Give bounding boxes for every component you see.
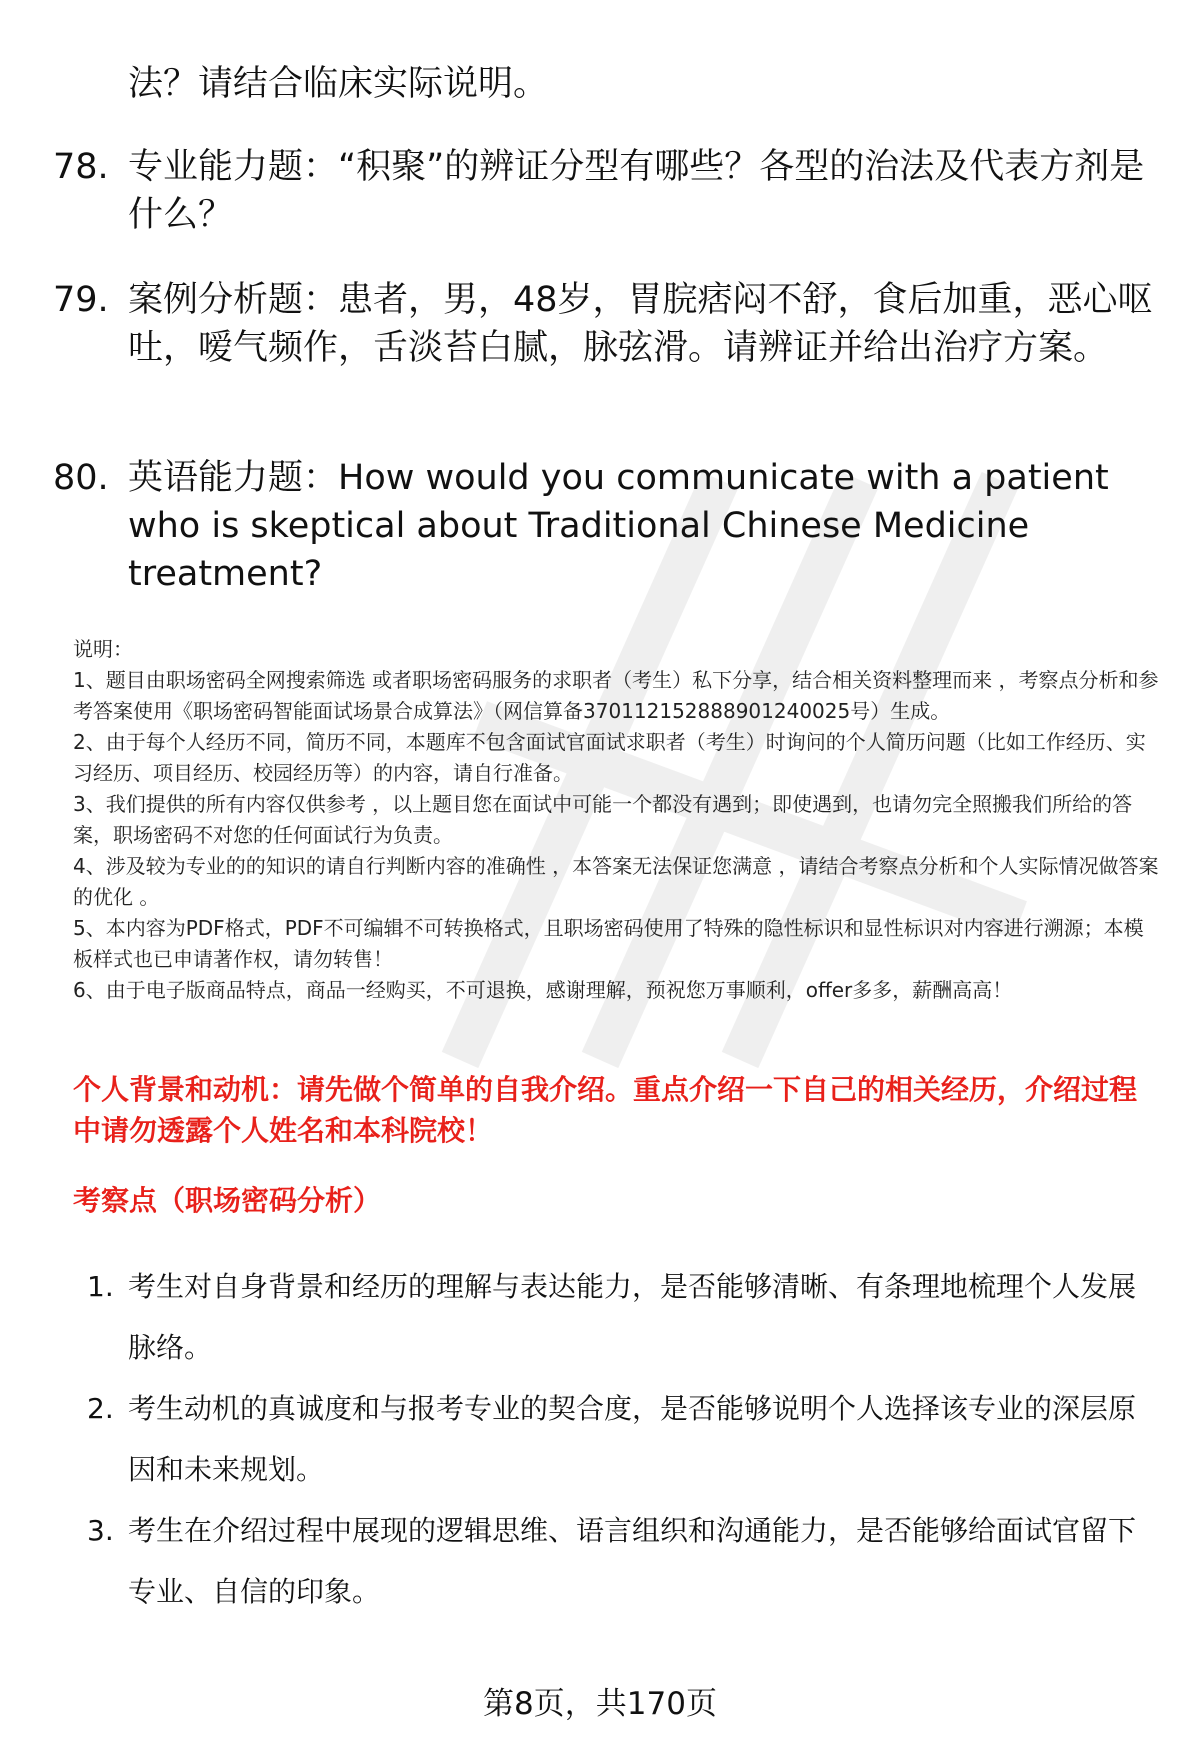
- note-item: 1、题目由职场密码全网搜索筛选 或者职场密码服务的求职者（考生）私下分享，结合相关资料整理而来 ，考察点分析和参考答案使用《职场密码智能面试场景合成算法》（网信算备370112152888901240025号）生成。: [73, 668, 1159, 723]
- note-item: 3、我们提供的所有内容仅供参考 ，以上题目您在面试中可能一个都没有遇到；即使遇到，也请勿完全照搬我们所给的答案，职场密码不对您的任何面试行为负责。: [73, 792, 1133, 847]
- analysis-point: 2. 考生动机的真诚度和与报考专业的契合度，是否能够说明个人选择该专业的深层原因和未来规划。: [87, 1392, 1137, 1486]
- note-item: 2、由于每个人经历不同，简历不同，本题库不包含面试官面试求职者（考生）时询问的个人简历问题（比如工作经历、实习经历、项目经历、校园经历等）的内容，请自行准备。: [73, 730, 1146, 785]
- question-80: 80. 英语能力题：How would you communicate with a patient who is skeptical about Traditional Chinese Medicine treatment?: [53, 458, 1109, 594]
- note-item: 5、本内容为PDF格式，PDF不可编辑不可转换格式，且职场密码使用了特殊的隐性标识和显性标识对内容进行溯源；本模板样式也已申请著作权，请勿转售！: [73, 916, 1144, 971]
- question-78: 78. 专业能力题：“积聚”的辨证分型有哪些？各型的治法及代表方剂是什么？: [53, 147, 1145, 235]
- analysis-points: [87, 1256, 1162, 1622]
- analysis-point: 1. 考生对自身背景和经历的理解与表达能力，是否能够清晰、有条理地梳理个人发展脉络。: [87, 1270, 1137, 1364]
- section-heading: 个人背景和动机：请先做个简单的自我介绍。重点介绍一下自己的相关经历，介绍过程中请勿透露个人姓名和本科院校！: [73, 1073, 1138, 1147]
- page-number: 第8页，共170页: [483, 1686, 717, 1722]
- analysis-point: 3. 考生在介绍过程中展现的逻辑思维、语言组织和沟通能力，是否能够给面试官留下专业、自信的印象。: [87, 1514, 1137, 1608]
- question-79: 79. 案例分析题：患者，男，48岁，胃脘痞闷不舒，食后加重，恶心呕吐，嗳气频作，舌淡苔白腻，脉弦滑。请辨证并给出治疗方案。: [53, 280, 1153, 368]
- notes-section: [73, 634, 1163, 1006]
- note-item: 4、涉及较为专业的的知识的请自行判断内容的准确性 ，本答案无法保证您满意 ，请结合考察点分析和个人实际情况做答案的优化 。: [73, 854, 1159, 909]
- analysis-heading: 考察点（职场密码分析）: [73, 1184, 382, 1217]
- notes-title: 说明：: [73, 637, 133, 661]
- question-continuation: 法？请结合临床实际说明。: [128, 64, 549, 104]
- note-item: 6、由于电子版商品特点，商品一经购买，不可退换，感谢理解，预祝您万事顺利，offer多多，薪酬高高！: [73, 978, 1013, 1002]
